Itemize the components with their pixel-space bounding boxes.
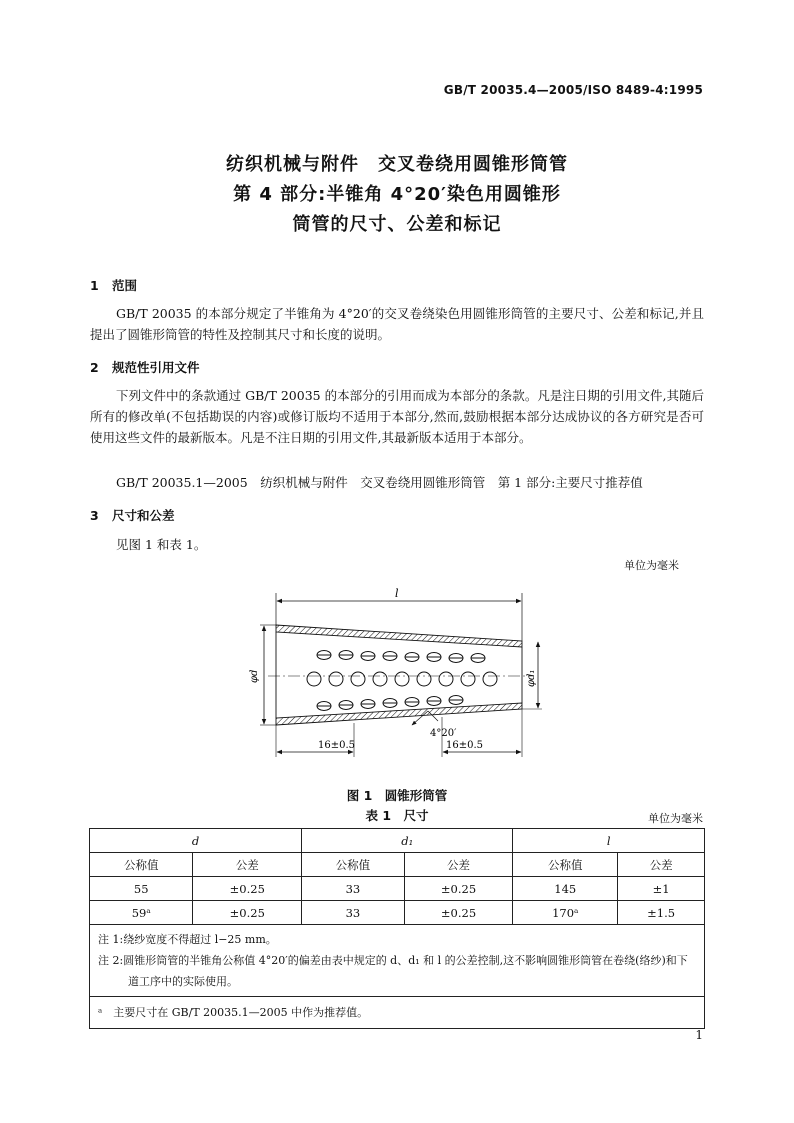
table-cell: ±1.5 [618, 901, 705, 925]
column-header: 公差 [618, 853, 705, 877]
hole-icon [329, 672, 343, 686]
column-group-l: l [513, 829, 705, 853]
section-2-body [90, 385, 704, 448]
hole-icon [417, 672, 431, 686]
section-1-body [90, 303, 704, 345]
tube-wall-top [276, 625, 522, 647]
column-header: 公称值 [90, 853, 193, 877]
section-title: 尺寸和公差 [112, 508, 175, 523]
hole-icon [395, 672, 409, 686]
table-caption: 表 1 尺寸 [365, 808, 429, 823]
hole-icon [373, 672, 387, 686]
right-band-dimension-label: 16±0.5 [446, 740, 484, 751]
length-label: l [395, 587, 399, 600]
table-unit-note: 单位为毫米 [648, 812, 703, 825]
section-title: 规范性引用文件 [112, 360, 200, 375]
table-cell: 145 [513, 877, 618, 901]
half-cone-angle-label: 4°20′ [430, 728, 457, 739]
section-number: 3 [90, 508, 99, 523]
table-cell: 59ᵃ [90, 901, 193, 925]
figure-caption: 图 1 圆锥形筒管 [346, 788, 448, 803]
hole-row-top [317, 651, 485, 663]
table-note-2: 注 2:圆锥形筒管的半锥角公称值 4°20′的偏差由表中规定的 d、d₁ 和 l 的公差控制,这不影响圆锥形筒管在卷绕(络纱)和下道工序中的实际使用。 [98, 954, 688, 988]
table-cell: ±0.25 [404, 901, 513, 925]
left-band-dimension-label: 16±0.5 [318, 740, 356, 751]
column-group-d: d [90, 829, 302, 853]
document-title-line-1: 纺织机械与附件 交叉卷绕用圆锥形筒管 [226, 154, 568, 175]
column-header: 公称值 [513, 853, 618, 877]
paragraph: GB/T 20035 的本部分规定了半锥角为 4°20′的交叉卷绕染色用圆锥形筒管的主要尺寸、公差和标记,并且提出了圆锥形筒管的特性及控制其尺寸和长度的说明。 [90, 306, 704, 342]
table-cell: ±1 [618, 877, 705, 901]
table-notes-row [90, 925, 705, 997]
standard-code: GB/T 20035.4—2005/ISO 8489-4:1995 [443, 83, 703, 97]
document-title-line-2: 第 4 部分:半锥角 4°20′染色用圆锥形 [233, 184, 561, 205]
paragraph: 见图 1 和表 1。 [116, 537, 207, 552]
paragraph: 下列文件中的条款通过 GB/T 20035 的本部分的引用而成为本部分的条款。凡是注日期的引用文件,其随后所有的修改单(不包括勘误的内容)或修订版均不适用于本部分,然而,鼓励根据本部分达成协议的各方研究是否可使用这些文件的最新版本。凡是不注日期的引用文件,其最新版本适用于本部分。 [90, 388, 704, 445]
column-header: 公差 [193, 853, 302, 877]
table-footnote: ᵃ 主要尺寸在 GB/T 20035.1—2005 中作为推荐值。 [90, 997, 705, 1029]
hole-icon [439, 672, 453, 686]
section-title: 范围 [112, 278, 138, 293]
hole-row-middle [307, 672, 497, 686]
table-notes [90, 925, 705, 997]
table-row [90, 901, 705, 925]
small-diameter-label: φd₁ [526, 669, 537, 687]
section-3-body [90, 534, 704, 555]
large-diameter-label: φd [249, 669, 260, 683]
dimensions-table [89, 828, 705, 1029]
column-header: 公差 [404, 853, 513, 877]
table-cell: 33 [302, 901, 405, 925]
hole-icon [351, 672, 365, 686]
table-sub-header-row [90, 853, 705, 877]
normative-reference: GB/T 20035.1—2005 纺织机械与附件 交叉卷绕用圆锥形筒管 第 1 部分:主要尺寸推荐值 [116, 475, 643, 490]
table-cell: ±0.25 [193, 901, 302, 925]
tube-wall-bottom [276, 703, 522, 725]
section-3-heading [90, 506, 175, 524]
section-1-heading [90, 276, 137, 294]
document-title-line-3: 筒管的尺寸、公差和标记 [292, 214, 502, 235]
hole-icon [461, 672, 475, 686]
table-row [90, 877, 705, 901]
page-number: 1 [695, 1028, 703, 1042]
section-2-heading [90, 358, 200, 376]
table-cell: 170ᵃ [513, 901, 618, 925]
section-number: 1 [90, 278, 99, 293]
table-cell: 33 [302, 877, 405, 901]
table-cell: ±0.25 [193, 877, 302, 901]
table-footnote-row [90, 997, 705, 1029]
table-note-1: 注 1:绕纱宽度不得超过 l−25 mm。 [98, 933, 277, 946]
hole-icon [307, 672, 321, 686]
table-cell: 55 [90, 877, 193, 901]
section-number: 2 [90, 360, 99, 375]
figure-unit-note: 单位为毫米 [624, 559, 679, 572]
table-group-header-row [90, 829, 705, 853]
hole-icon [483, 672, 497, 686]
conical-tube-figure [240, 585, 560, 775]
table-cell: ±0.25 [404, 877, 513, 901]
column-header: 公称值 [302, 853, 405, 877]
column-group-d1: d₁ [302, 829, 513, 853]
